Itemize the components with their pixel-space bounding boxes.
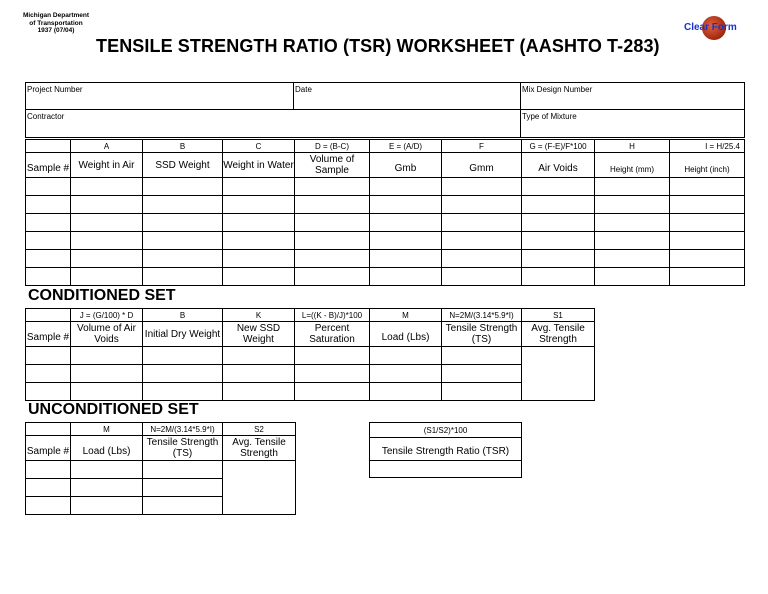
formula-cell: L=((K - B)/J)*100 — [295, 309, 370, 322]
formula-cell: F — [442, 140, 522, 153]
input-cell[interactable] — [595, 232, 670, 250]
input-cell[interactable] — [143, 250, 223, 268]
input-cell[interactable] — [71, 497, 143, 515]
conditioned-table — [25, 308, 595, 401]
formula-cell: C — [223, 140, 295, 153]
input-cell[interactable] — [595, 250, 670, 268]
input-cell[interactable] — [295, 347, 370, 365]
formula-cell — [26, 423, 71, 436]
formula-cell: E = (A/D) — [370, 140, 442, 153]
average-strength-field[interactable] — [223, 461, 296, 515]
input-cell[interactable] — [71, 383, 143, 401]
input-cell[interactable] — [143, 268, 223, 286]
mix-design-number-field[interactable] — [521, 83, 745, 110]
input-cell[interactable] — [295, 268, 370, 286]
agency-line: of Transportation — [29, 19, 83, 27]
input-cell[interactable] — [295, 250, 370, 268]
column-header: Height (mm) — [595, 153, 670, 178]
input-cell[interactable] — [442, 347, 522, 365]
clear-form-button[interactable] — [684, 16, 738, 42]
input-cell[interactable] — [670, 232, 745, 250]
formula-cell: K — [223, 309, 295, 322]
agency-line: Michigan Department — [22, 12, 90, 19]
column-header: Gmm — [442, 153, 522, 178]
table-row — [26, 383, 595, 401]
input-cell[interactable] — [143, 479, 223, 497]
column-header: Tensile Strength (TS) — [442, 322, 522, 347]
input-cell[interactable] — [223, 250, 295, 268]
input-cell[interactable] — [26, 479, 71, 497]
input-cell[interactable] — [670, 196, 745, 214]
input-cell[interactable] — [370, 232, 442, 250]
formula-cell: S1 — [522, 309, 595, 322]
input-cell[interactable] — [670, 268, 745, 286]
unconditioned-table — [25, 422, 296, 515]
input-cell[interactable] — [522, 250, 595, 268]
input-cell[interactable] — [370, 383, 442, 401]
input-cell[interactable] — [223, 232, 295, 250]
input-cell[interactable] — [442, 232, 522, 250]
column-header: Percent Saturation — [295, 322, 370, 347]
input-cell[interactable] — [295, 365, 370, 383]
input-cell[interactable] — [143, 178, 223, 196]
tsr-label: Tensile Strength Ratio (TSR) — [370, 438, 522, 461]
input-cell[interactable] — [143, 232, 223, 250]
mix-design-number-label: Mix Design Number — [522, 85, 593, 94]
input-cell[interactable] — [522, 268, 595, 286]
formula-cell: N=2M/(3.14*5.9*I) — [442, 309, 522, 322]
input-cell[interactable] — [26, 250, 71, 268]
input-cell[interactable] — [26, 196, 71, 214]
column-header: Volume of Air Voids — [71, 322, 143, 347]
agency-block — [18, 12, 94, 35]
column-header: Avg. Tensile Strength — [522, 322, 595, 347]
column-header: Load (Lbs) — [370, 322, 442, 347]
column-header: Initial Dry Weight — [143, 322, 223, 347]
input-cell[interactable] — [522, 178, 595, 196]
table-row — [26, 250, 745, 268]
project-number-label: Project Number — [27, 85, 83, 94]
input-cell[interactable] — [442, 178, 522, 196]
project-number-field[interactable] — [26, 83, 294, 110]
input-cell[interactable] — [223, 214, 295, 232]
page-title: TENSILE STRENGTH RATIO (TSR) WORKSHEET (AASHTO T-283) — [96, 36, 660, 56]
date-field[interactable] — [294, 83, 521, 110]
input-cell[interactable] — [595, 214, 670, 232]
input-cell[interactable] — [442, 196, 522, 214]
input-cell[interactable] — [370, 214, 442, 232]
measurement-rows — [26, 178, 745, 286]
input-cell[interactable] — [595, 178, 670, 196]
input-cell[interactable] — [370, 178, 442, 196]
formula-cell: M — [71, 423, 143, 436]
input-cell[interactable] — [71, 178, 143, 196]
input-cell[interactable] — [26, 178, 71, 196]
input-cell[interactable] — [442, 365, 522, 383]
project-info-table — [25, 82, 745, 138]
input-cell[interactable] — [223, 196, 295, 214]
table-row — [26, 178, 745, 196]
input-cell[interactable] — [295, 232, 370, 250]
input-cell[interactable] — [26, 268, 71, 286]
table-row — [26, 214, 745, 232]
conditioned-title: CONDITIONED SET — [28, 287, 176, 304]
input-cell[interactable] — [223, 383, 295, 401]
unconditioned-title: UNCONDITIONED SET — [28, 401, 199, 418]
column-header: Load (Lbs) — [71, 436, 143, 461]
input-cell[interactable] — [26, 383, 71, 401]
conditioned-rows — [26, 347, 595, 401]
input-cell[interactable] — [295, 196, 370, 214]
input-cell[interactable] — [143, 347, 223, 365]
unconditioned-rows — [26, 461, 296, 515]
column-header: Gmb — [370, 153, 442, 178]
type-of-mixture-label: Type of Mixture — [522, 112, 577, 121]
tsr-table — [369, 422, 522, 478]
average-strength-field[interactable] — [522, 347, 595, 401]
table-row — [26, 461, 296, 479]
formula-cell: S2 — [223, 423, 296, 436]
input-cell[interactable] — [595, 196, 670, 214]
input-cell[interactable] — [71, 347, 143, 365]
formula-cell: D = (B-C) — [295, 140, 370, 153]
input-cell[interactable] — [522, 232, 595, 250]
input-cell[interactable] — [295, 214, 370, 232]
input-cell[interactable] — [442, 214, 522, 232]
input-cell[interactable] — [26, 365, 71, 383]
input-cell[interactable] — [370, 268, 442, 286]
column-header: Weight in Air — [71, 153, 143, 178]
formula-cell: H — [595, 140, 670, 153]
input-cell[interactable] — [670, 214, 745, 232]
column-header: Sample # — [26, 153, 71, 178]
formula-cell: A — [71, 140, 143, 153]
input-cell[interactable] — [143, 383, 223, 401]
input-cell[interactable] — [522, 214, 595, 232]
clear-form-label: Clear Form — [684, 22, 737, 33]
input-cell[interactable] — [26, 214, 71, 232]
tsr-formula: (S1/S2)*100 — [370, 423, 522, 438]
input-cell[interactable] — [370, 347, 442, 365]
input-cell[interactable] — [26, 347, 71, 365]
input-cell[interactable] — [370, 196, 442, 214]
input-cell[interactable] — [295, 383, 370, 401]
date-label: Date — [295, 85, 312, 94]
agency-line: 1937 (07/04) — [37, 27, 75, 34]
input-cell[interactable] — [71, 365, 143, 383]
column-header: Avg. Tensile Strength — [223, 436, 296, 461]
input-cell[interactable] — [71, 268, 143, 286]
formula-cell: J = (G/100) * D — [71, 309, 143, 322]
input-cell[interactable] — [670, 178, 745, 196]
contractor-label: Contractor — [27, 112, 65, 121]
input-cell[interactable] — [143, 497, 223, 515]
input-cell[interactable] — [223, 365, 295, 383]
input-cell[interactable] — [143, 196, 223, 214]
input-cell[interactable] — [370, 365, 442, 383]
column-header: Height (inch) — [670, 153, 745, 178]
input-cell[interactable] — [223, 268, 295, 286]
column-header: Weight in Water — [223, 153, 295, 178]
input-cell[interactable] — [442, 383, 522, 401]
column-header: Air Voids — [522, 153, 595, 178]
type-of-mixture-field[interactable] — [521, 110, 745, 138]
column-header: Volume of Sample — [295, 153, 370, 178]
input-cell[interactable] — [670, 250, 745, 268]
formula-cell — [26, 309, 71, 322]
input-cell[interactable] — [26, 232, 71, 250]
table-row — [26, 268, 745, 286]
formula-cell: B — [143, 309, 223, 322]
input-cell[interactable] — [26, 497, 71, 515]
input-cell[interactable] — [295, 178, 370, 196]
contractor-field[interactable] — [26, 110, 521, 138]
input-cell[interactable] — [223, 347, 295, 365]
input-cell[interactable] — [143, 461, 223, 479]
table-row — [26, 196, 745, 214]
input-cell[interactable] — [595, 268, 670, 286]
formula-cell: B — [143, 140, 223, 153]
formula-cell: N=2M/(3.14*5.9*I) — [143, 423, 223, 436]
input-cell[interactable] — [71, 196, 143, 214]
input-cell[interactable] — [522, 196, 595, 214]
input-cell[interactable] — [71, 479, 143, 497]
tsr-value-field[interactable] — [370, 461, 522, 478]
formula-cell: I = H/25.4 — [670, 140, 745, 153]
formula-cell — [26, 140, 71, 153]
table-row — [26, 232, 745, 250]
column-header: Tensile Strength (TS) — [143, 436, 223, 461]
input-cell[interactable] — [442, 268, 522, 286]
input-cell[interactable] — [71, 461, 143, 479]
formula-cell: M — [370, 309, 442, 322]
column-header: New SSD Weight — [223, 322, 295, 347]
table-row — [26, 365, 595, 383]
input-cell[interactable] — [71, 214, 143, 232]
input-cell[interactable] — [143, 214, 223, 232]
column-header: Sample # — [26, 436, 71, 461]
column-header: SSD Weight — [143, 153, 223, 178]
input-cell[interactable] — [143, 365, 223, 383]
input-cell[interactable] — [370, 250, 442, 268]
measurement-table — [25, 139, 745, 286]
input-cell[interactable] — [223, 178, 295, 196]
column-header: Sample # — [26, 322, 71, 347]
formula-cell: G = (F-E)/F*100 — [522, 140, 595, 153]
input-cell[interactable] — [442, 250, 522, 268]
input-cell[interactable] — [26, 461, 71, 479]
input-cell[interactable] — [71, 250, 143, 268]
input-cell[interactable] — [71, 232, 143, 250]
table-row — [26, 347, 595, 365]
